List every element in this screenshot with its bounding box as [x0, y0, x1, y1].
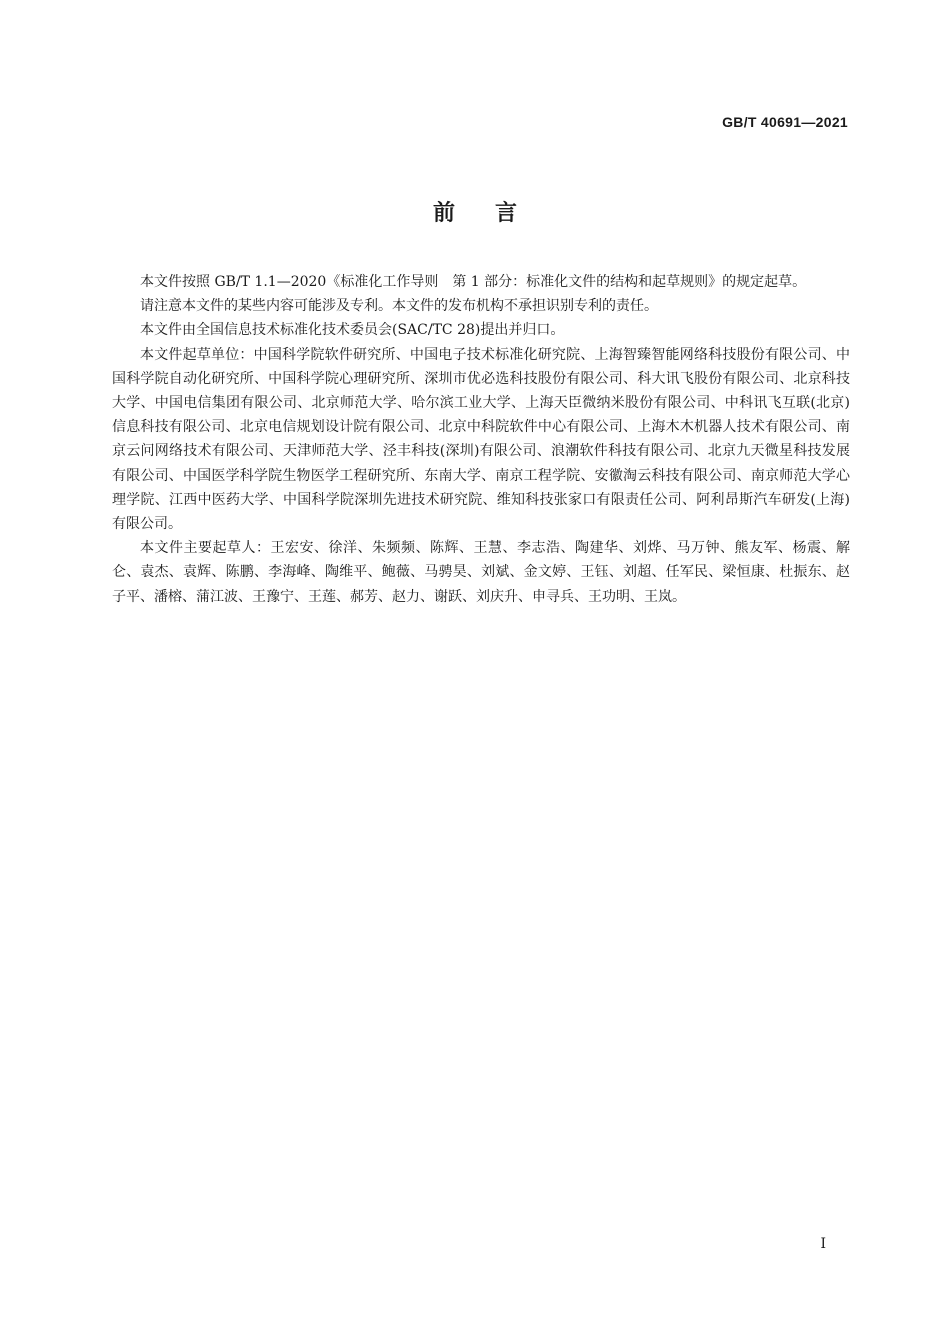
- paragraph-main-drafters: 本文件主要起草人：王宏安、徐洋、朱频频、陈辉、王慧、李志浩、陶建华、刘烨、马万钟、熊友军、杨震、解仑、袁杰、袁辉、陈鹏、李海峰、陶维平、鲍薇、马骋昊、刘斌、金文婷、王钰、刘超、任军民、梁恒康、杜振东、赵子平、潘榕、蒲江波、王豫宁、王莲、郝芳、赵力、谢跃、刘庆升、申寻兵、王功明、王岚。: [112, 540, 850, 605]
- standard-code: GB/T 40691—2021: [722, 114, 848, 130]
- paragraph-patent-notice: 请注意本文件的某些内容可能涉及专利。本文件的发布机构不承担识别专利的责任。: [140, 298, 658, 315]
- page-number: I: [820, 1236, 826, 1252]
- document-body: [112, 270, 850, 609]
- page-title: 前言: [432, 201, 557, 226]
- paragraph-proposer: 本文件由全国信息技术标准化技术委员会(SAC/TC 28)提出并归口。: [140, 322, 565, 339]
- paragraph-drafting-units: 本文件起草单位：中国科学院软件研究所、中国电子技术标准化研究院、上海智臻智能网络科技股份有限公司、中国科学院自动化研究所、中国科学院心理研究所、深圳市优必选科技股份有限公司、科大讯飞股份有限公司、北京科技大学、中国电信集团有限公司、北京师范大学、哈尔滨工业大学、上海天臣微纳米股份有限公司、中科讯飞互联(北京)信息科技有限公司、北京电信规划设计院有限公司、北京中科院软件中心有限公司、上海木木机器人技术有限公司、南京云问网络技术有限公司、天津师范大学、泾丰科技(深圳)有限公司、浪潮软件科技有限公司、北京九天微星科技发展有限公司、中国医学科学院生物医学工程研究所、东南大学、南京工程学院、安徽淘云科技有限公司、南京师范大学心理学院、江西中医药大学、中国科学院深圳先进技术研究院、维知科技张家口有限责任公司、阿利昂斯汽车研发(上海)有限公司。: [112, 346, 850, 533]
- paragraph-drafting-rules: 本文件按照 GB/T 1.1—2020《标准化工作导则 第 1 部分：标准化文件的结构和起草规则》的规定起草。: [140, 274, 807, 290]
